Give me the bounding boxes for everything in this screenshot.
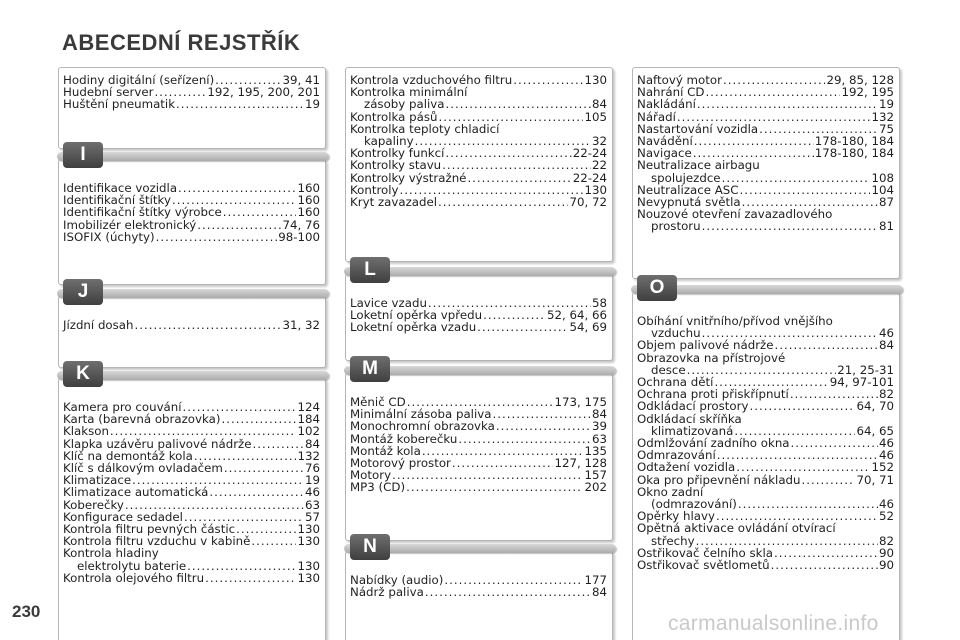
- entry-term: Imobilizér elektronický: [63, 217, 197, 232]
- entry-term: Kontrola olejového filtru: [63, 570, 205, 585]
- entry-page-ref: 19: [304, 97, 320, 112]
- index-entry-heading: Obrazovka na přístrojové: [637, 350, 786, 365]
- dot-leader: [446, 98, 591, 110]
- entry-term: Nevypnutá světla: [637, 195, 741, 210]
- entry-page-ref: 57: [304, 509, 320, 524]
- entry-term: Huštění pneumatik: [63, 97, 176, 112]
- entry-page-ref: 178-180, 184: [814, 134, 894, 149]
- entry-page-ref: 46: [878, 436, 894, 451]
- index-entry: [63, 231, 320, 243]
- section-letter-tab: I: [63, 142, 103, 168]
- index-entry: [63, 438, 320, 450]
- entry-term: Kontrolky funkcí: [350, 146, 445, 161]
- dot-leader: [740, 184, 871, 196]
- index-entry-heading: Kontrolka minimální: [350, 85, 468, 100]
- dot-leader: [738, 498, 878, 510]
- entry-page-ref: 130: [297, 570, 320, 585]
- entry-page-ref: 84: [591, 407, 607, 422]
- index-box: [345, 259, 613, 361]
- entry-term: Klimatizace: [63, 473, 132, 488]
- index-entry: [350, 321, 607, 333]
- index-entry: [637, 339, 894, 351]
- index-entry: [63, 572, 320, 584]
- dot-leader: [723, 74, 825, 86]
- section-letter-tab: J: [63, 279, 103, 305]
- index-entry: [637, 172, 894, 184]
- entry-term: Konfigurace sedadel: [63, 509, 183, 524]
- section-letter-tab: O: [637, 275, 677, 301]
- entry-page-ref: 130: [297, 522, 320, 537]
- entry-page-ref: 127, 128: [554, 456, 607, 471]
- dot-leader: [178, 182, 296, 194]
- dot-leader: [749, 400, 855, 412]
- entry-page-ref: 63: [304, 497, 320, 512]
- index-entry: [637, 111, 894, 123]
- entry-page-ref: 39, 41: [282, 73, 320, 87]
- entry-page-ref: 64, 70: [856, 399, 894, 414]
- index-entry-heading: Nouzové otevření zavazadlového: [637, 207, 833, 222]
- dot-leader: [253, 438, 304, 450]
- entry-term: Klíč s dálkovým ovladačem: [63, 461, 223, 476]
- dot-leader: [110, 425, 297, 437]
- dot-leader: [156, 231, 278, 243]
- entry-page-ref: 82: [878, 533, 894, 548]
- entry-page-ref: 98-100: [278, 229, 320, 244]
- index-box: [58, 144, 326, 285]
- entry-page-ref: 160: [297, 181, 320, 195]
- dot-leader: [445, 147, 571, 159]
- entry-term: Ochrana dětí: [637, 375, 714, 390]
- entry-term: Nářadí: [637, 109, 676, 124]
- entry-term: Objem palivové nádrže: [637, 338, 774, 353]
- entry-term: Kontrola filtru vzduchu v kabině: [63, 534, 251, 549]
- entry-page-ref: 70, 72: [569, 195, 607, 210]
- index-box: [345, 536, 613, 640]
- index-entry: [350, 420, 607, 432]
- entry-term: Minimální zásoba paliva: [350, 407, 492, 422]
- dot-leader: [702, 220, 878, 232]
- index-entry: [63, 219, 320, 231]
- entry-term: Ostřikovač čelního skla: [637, 545, 773, 560]
- dot-leader: [176, 98, 304, 110]
- index-entry: [350, 172, 607, 184]
- entry-page-ref: 52: [878, 509, 894, 524]
- index-entry: [63, 425, 320, 437]
- entry-term: střechy: [651, 533, 695, 548]
- entry-page-ref: 130: [584, 73, 607, 87]
- index-box: [345, 67, 613, 262]
- entry-page-ref: 105: [584, 109, 607, 124]
- entry-term: Klimatizace automatická: [63, 485, 209, 500]
- entry-page-ref: 21, 25-31: [837, 362, 894, 377]
- entry-term: (odmrazování): [651, 497, 737, 512]
- entry-term: Motorový prostor: [350, 456, 451, 471]
- index-entry: [637, 474, 894, 486]
- entry-page-ref: 192, 195: [841, 85, 894, 100]
- dot-leader: [187, 560, 296, 572]
- index-entry: [350, 159, 607, 171]
- entry-page-ref: 135: [584, 443, 607, 458]
- dot-leader: [444, 574, 583, 586]
- dot-leader: [791, 437, 878, 449]
- index-entry: [350, 433, 607, 445]
- entry-term: Odkládací prostory: [637, 399, 749, 414]
- index-box: [632, 67, 900, 279]
- dot-leader: [496, 420, 591, 432]
- entry-page-ref: 160: [297, 193, 320, 208]
- entry-page-ref: 102: [297, 424, 320, 439]
- section-letter-tab: M: [350, 356, 390, 382]
- index-entry: [350, 481, 607, 493]
- dot-leader: [513, 74, 583, 86]
- entry-term: desce: [651, 362, 686, 377]
- page-title: ABECEDNÍ REJSTŘÍK: [62, 30, 301, 55]
- index-entry-heading: Odkládací skříňka: [637, 411, 742, 426]
- dot-leader: [221, 413, 296, 425]
- index-box: [632, 277, 900, 640]
- entry-term: Oka pro připevnění nákladu: [637, 472, 801, 487]
- section-letter-tab: N: [350, 534, 390, 560]
- index-box: [58, 363, 326, 640]
- entry-page-ref: 74, 76: [282, 217, 320, 232]
- dot-leader: [224, 462, 304, 474]
- dot-leader: [802, 474, 856, 486]
- index-box: [345, 358, 613, 541]
- entry-page-ref: 124: [297, 400, 320, 414]
- entry-page-ref: 132: [871, 109, 894, 124]
- dot-leader: [442, 159, 591, 171]
- entry-page-ref: 81: [878, 219, 894, 234]
- entry-page-ref: 64, 65: [856, 423, 894, 438]
- dot-leader: [736, 461, 870, 473]
- entry-page-ref: 22-24: [572, 146, 607, 161]
- entry-page-ref: 75: [878, 121, 894, 136]
- entry-page-ref: 108: [871, 170, 894, 185]
- dot-leader: [125, 499, 304, 511]
- entry-page-ref: 63: [591, 431, 607, 446]
- entry-term: Nabídky (audio): [350, 573, 444, 587]
- entry-page-ref: 132: [297, 448, 320, 463]
- entry-page-ref: 130: [297, 558, 320, 573]
- entry-term: Navigace: [637, 146, 692, 161]
- entry-term: elektrolytu baterie: [77, 558, 187, 573]
- entry-term: Kontrola filtru pevných částic: [63, 522, 236, 537]
- entry-term: Kontroly: [350, 182, 399, 197]
- entry-page-ref: 130: [584, 182, 607, 197]
- entry-page-ref: 54, 69: [569, 320, 607, 335]
- section-letter-tab: L: [350, 257, 390, 283]
- dot-leader: [251, 535, 296, 547]
- entry-term: zásoby paliva: [364, 97, 445, 112]
- entry-term: Identifikační štítky: [63, 193, 171, 208]
- entry-page-ref: 70, 71: [856, 472, 894, 487]
- index-box: [58, 281, 326, 368]
- entry-page-ref: 19: [878, 97, 894, 112]
- index-entry-heading: Neutralizace airbagu: [637, 158, 760, 173]
- index-entry: [63, 98, 320, 110]
- entry-term: Kamera pro couvání: [63, 400, 182, 414]
- dot-leader: [209, 486, 304, 498]
- dot-leader: [197, 219, 281, 231]
- page-number: 230: [12, 602, 41, 621]
- entry-page-ref: 84: [591, 97, 607, 112]
- index-box: [58, 67, 326, 149]
- entry-term: Opěrky hlavy: [637, 509, 715, 524]
- entry-term: Nastartování vozidla: [637, 121, 759, 136]
- entry-term: MP3 (CD): [350, 480, 406, 495]
- entry-page-ref: 82: [878, 387, 894, 402]
- dot-leader: [483, 309, 546, 321]
- index-entry: [63, 206, 320, 218]
- entry-term: Kontrolka pásů: [350, 109, 438, 124]
- entry-page-ref: 90: [878, 545, 894, 560]
- entry-page-ref: 58: [591, 296, 607, 310]
- entry-page-ref: 52, 64, 66: [546, 308, 607, 323]
- index-entry: [63, 560, 320, 572]
- dot-leader: [694, 135, 814, 147]
- entry-page-ref: 39: [591, 419, 607, 434]
- section-letter-tab: K: [63, 361, 103, 387]
- entry-page-ref: 160: [297, 205, 320, 220]
- entry-page-ref: 152: [871, 460, 894, 475]
- entry-term: Kontrolky výstražné: [350, 170, 467, 185]
- dot-leader: [467, 172, 571, 184]
- entry-term: Klakson: [63, 424, 109, 439]
- entry-page-ref: 173, 175: [554, 395, 607, 409]
- entry-page-ref: 90: [878, 558, 894, 573]
- entry-page-ref: 157: [584, 468, 607, 483]
- entry-term: prostoru: [651, 219, 701, 234]
- dot-leader: [705, 86, 840, 98]
- entry-term: Odtažení vozidla: [637, 460, 736, 475]
- entry-term: Klíč na demontáž kola: [63, 448, 193, 463]
- entry-page-ref: 94, 97-101: [829, 375, 894, 390]
- dot-leader: [205, 572, 296, 584]
- index-entry-heading: Opětná aktivace ovládání otvírací: [637, 521, 836, 536]
- entry-term: ISOFIX (úchyty): [63, 229, 155, 244]
- entry-term: Jízdní dosah: [63, 318, 134, 332]
- entry-page-ref: 178-180, 184: [814, 146, 894, 161]
- index-entry-heading: Kontrolka teploty chladicí: [350, 121, 500, 136]
- entry-page-ref: 22-24: [572, 170, 607, 185]
- index-entry: [637, 559, 894, 571]
- dot-leader: [492, 408, 591, 420]
- dot-leader: [438, 196, 568, 208]
- dot-leader: [452, 457, 554, 469]
- entry-term: Identifikace vozidla: [63, 181, 178, 195]
- index-entry: [637, 461, 894, 473]
- dot-leader: [722, 172, 871, 184]
- entry-term: Loketní opěrka vpředu: [350, 308, 483, 323]
- entry-page-ref: 32: [591, 134, 607, 149]
- entry-term: Motory: [350, 468, 392, 483]
- entry-page-ref: 31, 32: [282, 318, 320, 332]
- entry-page-ref: 76: [304, 461, 320, 476]
- entry-page-ref: 46: [304, 485, 320, 500]
- dot-leader: [775, 339, 878, 351]
- entry-page-ref: 84: [304, 436, 320, 451]
- dot-leader: [392, 469, 583, 481]
- entry-page-ref: 46: [878, 448, 894, 463]
- entry-page-ref: 29, 85, 128: [826, 73, 894, 87]
- index-entry: [637, 220, 894, 232]
- entry-term: Monochromní obrazovka: [350, 419, 495, 434]
- dot-leader: [677, 111, 871, 123]
- dot-leader: [771, 559, 878, 571]
- dot-leader: [135, 319, 282, 331]
- entry-page-ref: 130: [297, 534, 320, 549]
- index-entry: [350, 196, 607, 208]
- entry-term: Identifikační štítky výrobce: [63, 205, 222, 220]
- entry-term: Odmrazování: [637, 448, 716, 463]
- dot-leader: [477, 321, 568, 333]
- index-entry: [63, 319, 320, 331]
- index-entry-heading: Okno zadní: [637, 484, 704, 499]
- dot-leader: [717, 449, 878, 461]
- dot-leader: [425, 586, 591, 598]
- watermark: carmanualsonline.info: [668, 612, 879, 635]
- dot-leader: [223, 206, 297, 218]
- entry-term: Kontrola vzduchového filtru: [350, 73, 513, 87]
- dot-leader: [774, 547, 878, 559]
- entry-page-ref: 184: [297, 412, 320, 427]
- entry-term: kapaliny: [364, 134, 414, 149]
- index-entry: [350, 98, 607, 110]
- entry-page-ref: 84: [878, 338, 894, 353]
- entry-page-ref: 19: [304, 473, 320, 488]
- entry-term: Klapka uzávěru palivové nádrže: [63, 436, 252, 451]
- entry-term: Kontrolky stavu: [350, 158, 442, 173]
- entry-term: Naftový motor: [637, 73, 722, 87]
- entry-page-ref: 84: [591, 585, 607, 600]
- index-entry: [637, 98, 894, 110]
- entry-page-ref: 46: [878, 326, 894, 341]
- entry-page-ref: 22: [591, 158, 607, 173]
- entry-page-ref: 104: [871, 182, 894, 197]
- entry-term: Navádění: [637, 134, 693, 149]
- entry-term: Nádrž paliva: [350, 585, 424, 600]
- index-entry: [63, 486, 320, 498]
- entry-term: Měnič CD: [350, 395, 406, 409]
- entry-page-ref: 202: [584, 480, 607, 495]
- entry-page-ref: 46: [878, 497, 894, 512]
- entry-term: spolujezdce: [651, 170, 721, 185]
- dot-leader: [439, 111, 584, 123]
- entry-term: Montáž koberečku: [350, 431, 458, 446]
- index-entry: [350, 111, 607, 123]
- index-entry: [637, 400, 894, 412]
- entry-term: Kryt zavazadel: [350, 195, 438, 210]
- entry-page-ref: 177: [584, 573, 607, 587]
- dot-leader: [406, 481, 583, 493]
- entry-term: Odmlžování zadního okna: [637, 436, 790, 451]
- entry-term: klimatizovaná: [651, 423, 734, 438]
- entry-term: Koberečky: [63, 497, 124, 512]
- index-entry-heading: Obíhání vnitřního/přívod vnějšího: [637, 314, 833, 328]
- index-entry: [63, 499, 320, 511]
- entry-term: Hudební server: [63, 85, 154, 100]
- index-entry-heading: Kontrola hladiny: [63, 546, 159, 561]
- entry-page-ref: 87: [878, 195, 894, 210]
- entry-page-ref: 192, 195, 200, 201: [207, 85, 320, 100]
- entry-term: Neutralizace ASC: [637, 182, 739, 197]
- index-entry: [350, 586, 607, 598]
- entry-term: Loketní opěrka vzadu: [350, 320, 477, 335]
- entry-term: Karta (barevná obrazovka): [63, 412, 221, 427]
- entry-term: Ochrana proti přiskřípnutí: [637, 387, 789, 402]
- entry-term: Lavice vzadu: [350, 296, 427, 310]
- entry-term: Nakládání: [637, 97, 696, 112]
- dot-leader: [458, 433, 591, 445]
- dot-leader: [697, 98, 878, 110]
- entry-term: Ostřikovač světlometů: [637, 558, 770, 573]
- entry-term: Hodiny digitální (seřízení): [63, 73, 215, 87]
- entry-term: Nahrání CD: [637, 85, 705, 100]
- entry-term: vzduchu: [651, 326, 701, 341]
- entry-term: Montáž kola: [350, 443, 421, 458]
